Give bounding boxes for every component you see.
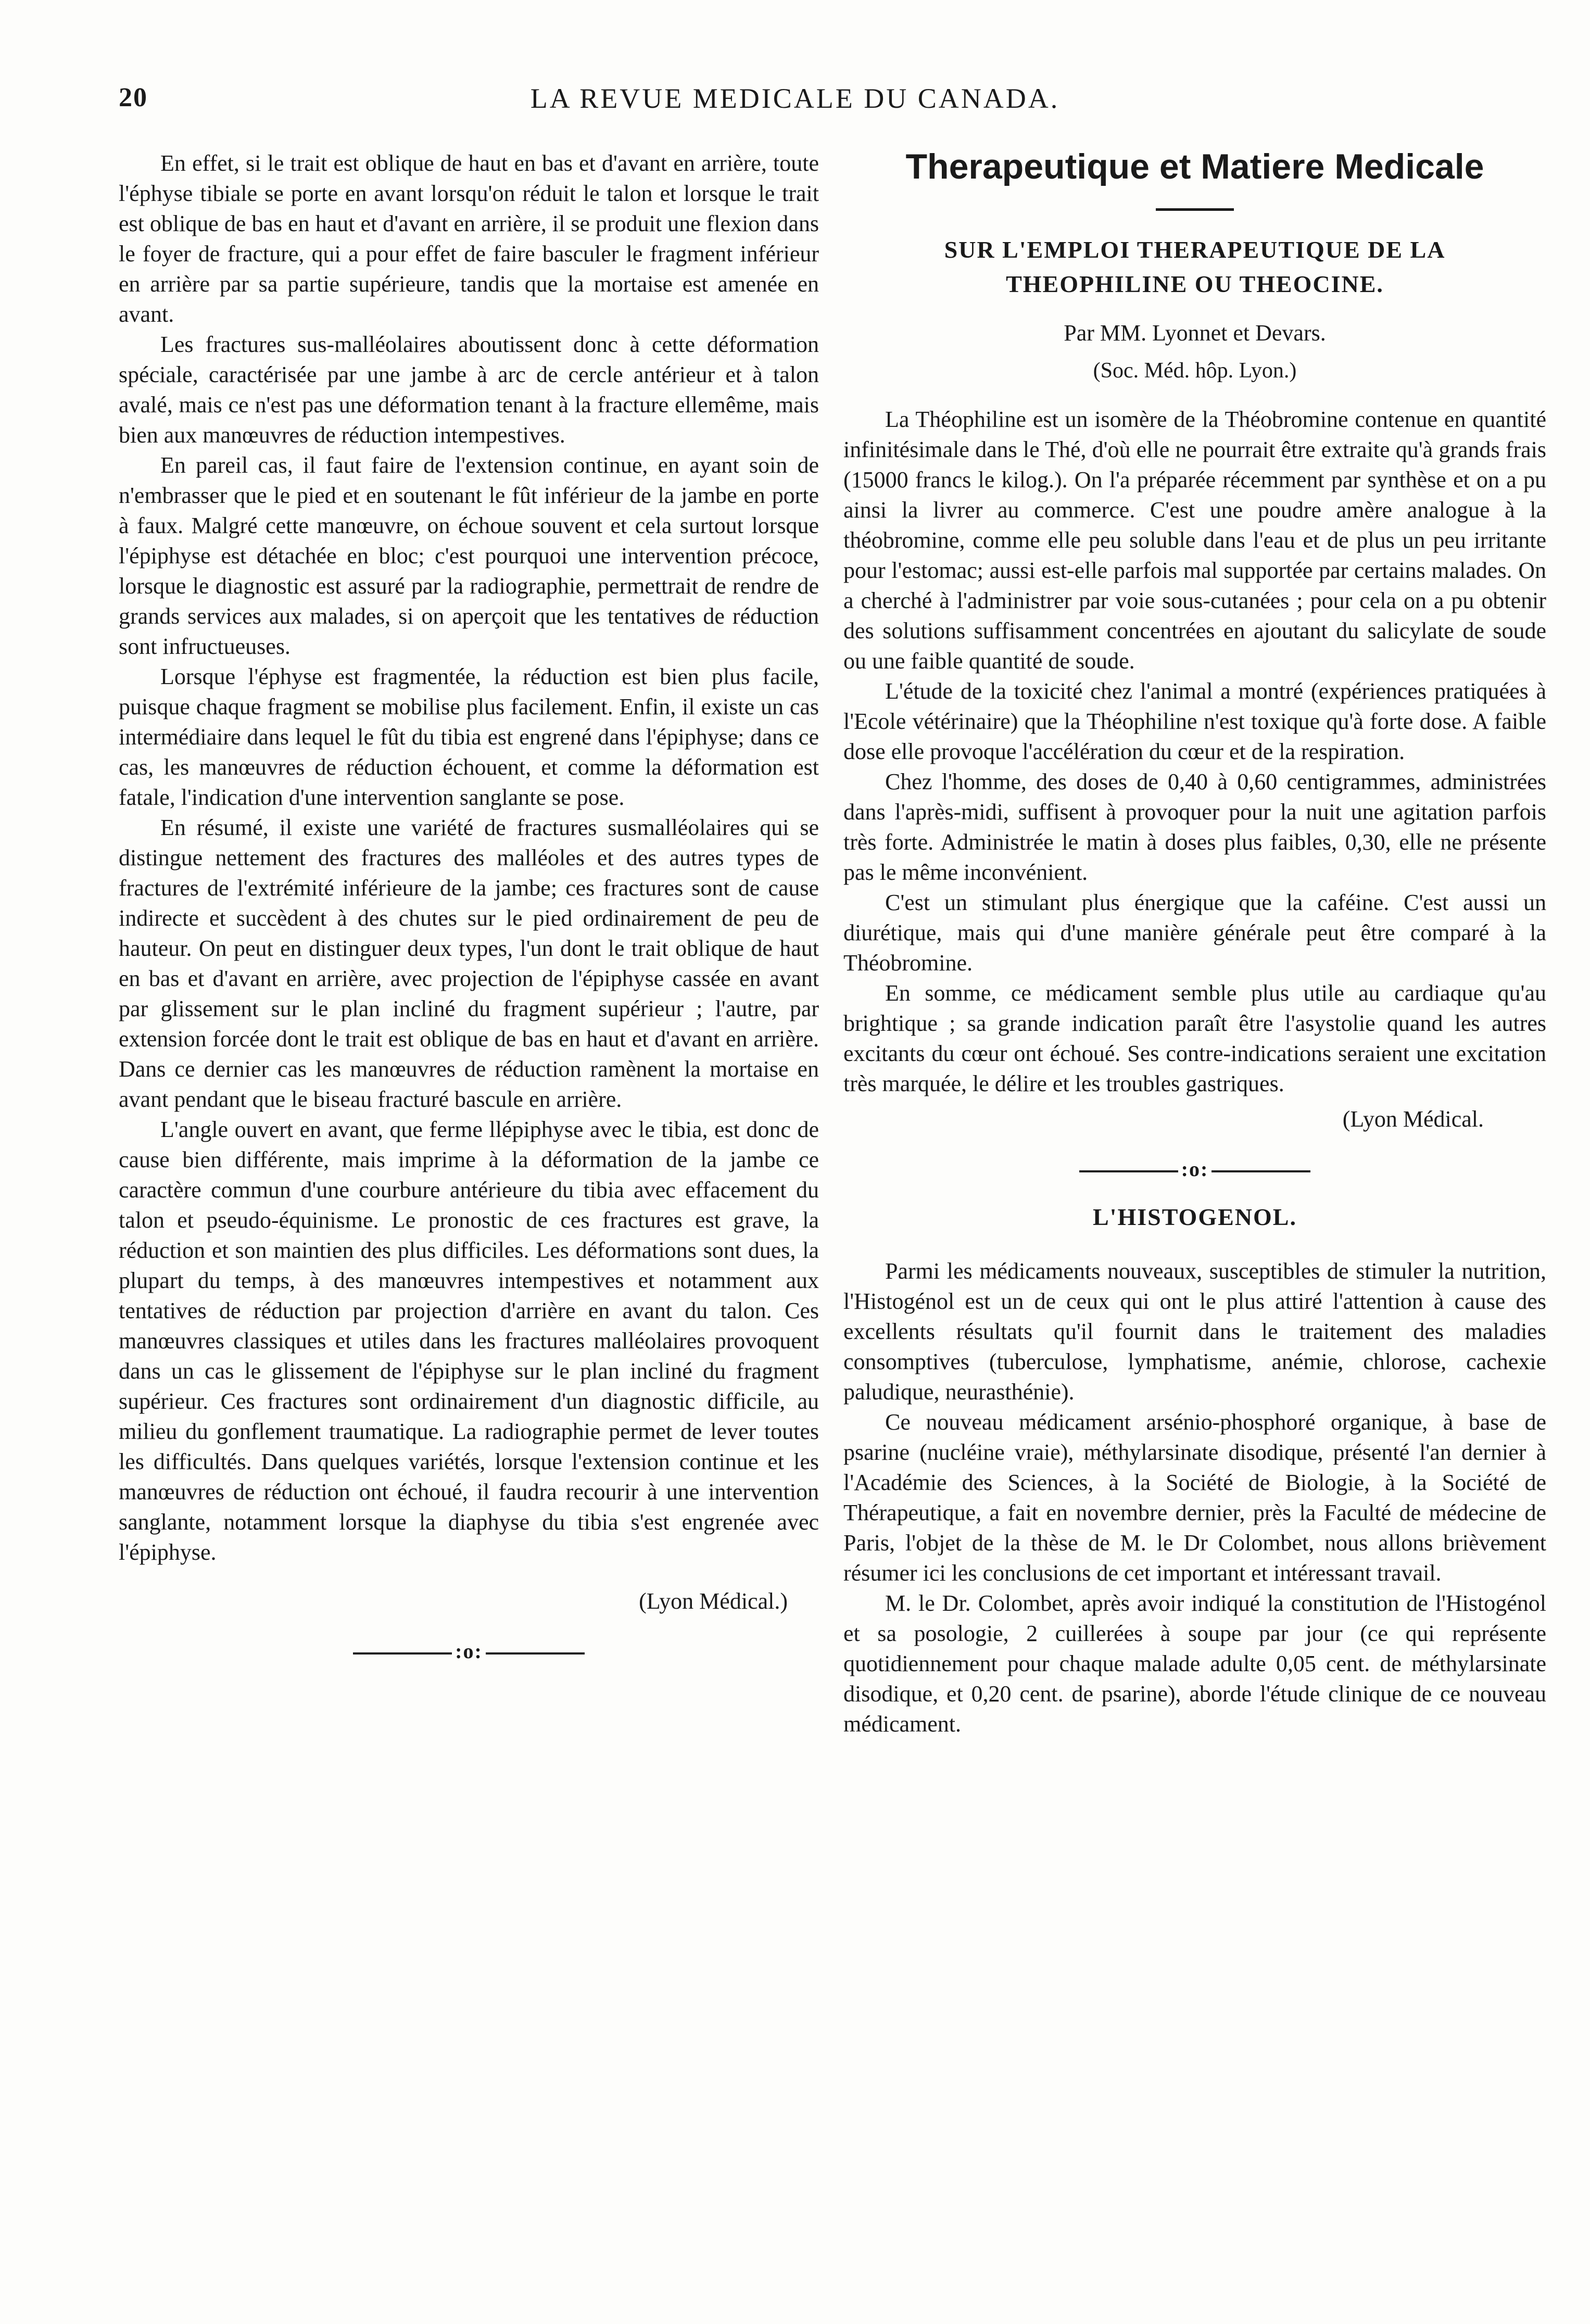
separator-line — [486, 1652, 585, 1654]
article-title: L'HISTOGENOL. — [1092, 1204, 1297, 1230]
paragraph: En résumé, il existe une variété de fractures susmalléolaires qui se distingue nettement des fractures des malléoles et des autres types de fractures de l'extrémité inférieure de la jambe; ces fractures sont de cause indirecte et succèdent à des chutes sur le pied ordinairement de peu de hauteur. On peut en distinguer deux types, l'un dont le trait oblique de haut en bas et d'avant en arrière, avec projection de l'épiphyse cassée en avant par glissement sur le plan incliné du fragment supérieur ; l'autre, par extension forcée dont le trait est oblique de bas en haut et d'avant en arrière. Dans ce dernier cas les manœuvres de réduction ramènent la mortaise en avant pendant que le biseau fracturé bascule en arrière. — [119, 815, 819, 1112]
running-head: LA REVUE MEDICALE DU CANADA. — [530, 83, 1060, 114]
separator-line — [1079, 1170, 1178, 1172]
separator-line — [353, 1652, 452, 1654]
byline: Par MM. Lyonnet et Devars. — [1064, 320, 1326, 346]
separator — [843, 1154, 1546, 1184]
separator-line — [1212, 1170, 1310, 1172]
paragraph: Lorsque l'éphyse est fragmentée, la réduction est bien plus facile, puisque chaque fragment se mobilise plus facilement. Enfin, il existe un cas intermédiaire dans lequel le fût du tibia est engrené dans l'épiphyse; dans ce cas, les manœuvres de réduction échouent, et comme la déformation est fatale, l'indication d'une intervention sanglante se pose. — [119, 664, 819, 810]
paragraph: M. le Dr. Colombet, après avoir indiqué la constitution de l'Histogénol et sa posologie, 2 cuillerées à soupe par jour (ce qui représente quotidiennement pour chaque malade adulte 0,05 cent. de méthylarsinate disodique, et 0,20 cent. de psarine), aborde l'étude clinique de ce nouveau médicament. — [843, 1590, 1546, 1737]
paragraph: Chez l'homme, des doses de 0,40 à 0,60 centigrammes, administrées dans l'après-midi, suffisent à provoquer pour la nuit une agitation parfois très forte. Administrée le matin à doses plus faibles, 0,30, elle ne présente pas le même inconvénient. — [843, 769, 1546, 885]
paragraph: Ce nouveau médicament arsénio-phosphoré organique, à base de psarine (nucléine vraie), méthylarsinate disodique, présenté l'an dernier à l'Académie des Sciences, à la Société de Biologie, à la Société de Thérapeutique, a fait en novembre dernier, près la Faculté de médecine de Paris, l'objet de la thèse de M. le Dr Colombet, nous allons brièvement résumer ici les conclusions de cet important et intéressant travail. — [843, 1409, 1546, 1586]
paragraph: C'est un stimulant plus énergique que la caféine. C'est aussi un diurétique, mais qui d'une manière générale peut être comparé à la Théobromine. — [843, 890, 1546, 976]
paragraph: La Théophiline est un isomère de la Théobromine contenue en quantité infinitésimale dans le Thé, d'où elle ne pourrait être extraite qu'à grands frais (15000 francs le kilog.). On l'a préparée récemment par synthèse et on a pu ainsi la livrer au commerce. C'est une poudre amère analogue à la théobromine, comme elle peu soluble dans l'eau et de plus un peu irritante pour l'estomac; aussi est-elle parfois mal supportée par certains malades. On a cherché à l'administrer par voie sous-cutanées ; pour cela on a pu obtenir des solutions suffisamment concentrées en ajoutant du salicylate de soude ou une faible quantité de soude. — [843, 407, 1546, 674]
title-rule — [1156, 208, 1234, 211]
left-column — [119, 148, 819, 1684]
separator — [119, 1636, 819, 1666]
page-number: 20 — [119, 83, 148, 112]
paragraph: Parmi les médicaments nouveaux, susceptibles de stimuler la nutrition, l'Histogénol est un de ceux qui ont le plus attiré l'attention à cause des excellents résultats qu'il fournit dans le traitement des maladies consomptives (tuberculose, lymphatisme, anémie, chlorose, cachexie paludique, neurasthénie). — [843, 1258, 1546, 1405]
paragraph: L'étude de la toxicité chez l'animal a montré (expériences pratiquées à l'Ecole vétérinaire) que la Théophiline n'est toxique qu'à forte dose. A faible dose elle provoque l'accélération du cœur et de la respiration. — [843, 678, 1546, 764]
paragraph: L'angle ouvert en avant, que ferme llépiphyse avec le tibia, est donc de cause bien différente, mais imprime à la déformation de la jambe ce caractère commun d'une courbure antérieure du tibia avec effacement du talon et pseudo-équinisme. Le pronostic de ces fractures est grave, la réduction et son maintien des plus difficiles. Les déformations sont dues, la plupart du temps, à des manœuvres intempestives et notamment aux tentatives de réduction par projection d'arrière en avant du talon. Ces manœuvres classiques et utiles dans les fractures malléolaires provoquent dans un cas le glissement de l'épiphyse sur le plan incliné du fragment supérieur. Ces fractures sont ordinairement d'un diagnostic difficile, au milieu du gonflement traumatique. La radiographie permet de lever toutes les difficultés. Dans quelques variétés, lorsque l'extension continue et les manœuvres de réduction ont échoué, il faudra recourir à une intervention sanglante, notamment lorsque la diaphyse du tibia s'est engrenée avec l'épiphyse. — [119, 1117, 819, 1565]
article-title: SUR L'EMPLOI THERAPEUTIQUE DE LA THEOPHILINE OU THEOCINE. — [944, 236, 1446, 297]
right-column — [843, 148, 1546, 1739]
separator-mark: :o: — [455, 1639, 483, 1663]
society-reference: (Soc. Méd. hôp. Lyon.) — [1093, 359, 1297, 383]
paragraph: Les fractures sus-malléolaires aboutissent donc à cette déformation spéciale, caractérisée par une jambe à arc de cercle antérieur et à talon avalé, mais ce n'est pas une déformation tenant à la fracture ellemême, mais bien aux manœuvres de réduction intempestives. — [119, 332, 819, 448]
paragraph: En pareil cas, il faut faire de l'extension continue, en ayant soin de n'embrasser que le pied et en soutenant le fût inférieur de la jambe en porte à faux. Malgré cette manœuvre, on échoue souvent et cela surtout lorsque l'épiphyse est détachée en bloc; c'est pourquoi une intervention précoce, lorsque le diagnostic est assuré par la radiographie, permettrait de rendre de grands services aux malades, si on aperçoit que les tentatives de réduction sont infructueuses. — [119, 452, 819, 659]
source-citation: (Lyon Médical.) — [639, 1588, 788, 1614]
paragraph: En effet, si le trait est oblique de haut en bas et d'avant en arrière, toute l'éphyse tibiale se porte en avant lorsqu'on réduit le talon et lorsque le trait est oblique de bas en haut et d'avant en arrière, il se produit une flexion dans le foyer de fracture, qui a pour effet de faire basculer le fragment inférieur en arrière par sa partie supérieure, tandis que la mortaise est amenée en avant. — [119, 150, 819, 327]
section-title: Therapeutique et Matiere Medicale — [905, 147, 1484, 186]
source-citation: (Lyon Médical. — [1342, 1106, 1484, 1132]
separator-mark: :o: — [1181, 1157, 1209, 1181]
paragraph: En somme, ce médicament semble plus utile au cardiaque qu'au brightique ; sa grande indication paraît être l'asystolie quand les autres excitants du cœur ont échoué. Ses contre-indications seraient une excitation très marquée, le délire et les troubles gastriques. — [843, 980, 1546, 1096]
